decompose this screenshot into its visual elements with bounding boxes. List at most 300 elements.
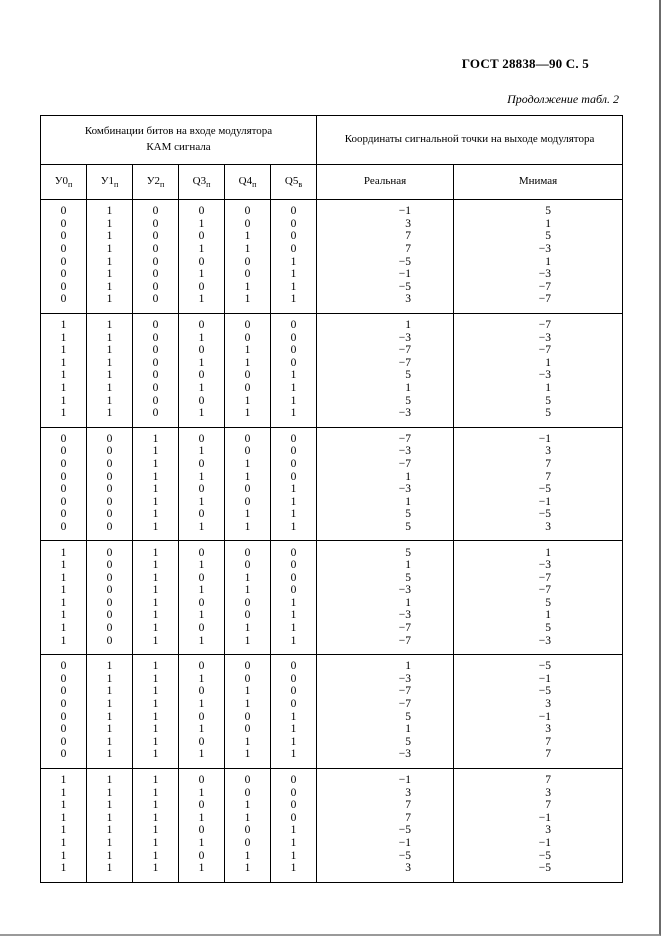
bit-cell: 1 xyxy=(133,634,179,654)
real-coordinate-cell: 7 xyxy=(317,799,454,812)
bit-cell: 0 xyxy=(41,698,87,711)
bit-cell: 0 xyxy=(179,458,225,471)
real-coordinate-cell: −5 xyxy=(317,824,454,837)
coords-header-label: Координаты сигнальной точки на выходе модулятора xyxy=(344,133,595,146)
bit-cell: 0 xyxy=(41,655,87,673)
bit-cell: 0 xyxy=(225,218,271,231)
column-header-4: $Q3_п$ xyxy=(179,165,225,200)
table-row xyxy=(41,622,623,635)
real-coordinate-cell: −3 xyxy=(317,609,454,622)
bit-cell: 0 xyxy=(87,445,133,458)
bit-cell: 0 xyxy=(179,508,225,521)
bit-cell: 1 xyxy=(133,824,179,837)
real-coordinate-cell: −3 xyxy=(317,584,454,597)
bit-cell: 1 xyxy=(41,768,87,786)
bit-cell: 1 xyxy=(41,382,87,395)
bit-cell: 1 xyxy=(41,584,87,597)
table-row xyxy=(41,799,623,812)
bit-cell: 1 xyxy=(133,748,179,768)
bit-cell: 0 xyxy=(41,218,87,231)
real-coordinate-cell: 1 xyxy=(317,559,454,572)
imaginary-coordinate-cell: 3 xyxy=(454,723,623,736)
bit-cell: 1 xyxy=(225,394,271,407)
real-coordinate-cell: 1 xyxy=(317,655,454,673)
real-coordinate-cell: 3 xyxy=(317,786,454,799)
real-coordinate-cell: −7 xyxy=(317,622,454,635)
bit-cell: 1 xyxy=(271,495,317,508)
bit-cell: 1 xyxy=(87,685,133,698)
bit-cell: 0 xyxy=(41,748,87,768)
bit-cell: 1 xyxy=(179,634,225,654)
real-coordinate-cell: −1 xyxy=(317,768,454,786)
real-coordinate-cell: 5 xyxy=(317,508,454,521)
bit-cell: 1 xyxy=(271,382,317,395)
table-row xyxy=(41,313,623,331)
real-coordinate-cell: 5 xyxy=(317,541,454,559)
bit-cell: 0 xyxy=(225,382,271,395)
bit-cell: 0 xyxy=(225,200,271,218)
bit-cell: 0 xyxy=(41,508,87,521)
bit-cell: 0 xyxy=(271,470,317,483)
bit-cell: 1 xyxy=(225,281,271,294)
bit-cell: 1 xyxy=(41,571,87,584)
bit-cell: 1 xyxy=(179,331,225,344)
table-row xyxy=(41,559,623,572)
bit-cell: 1 xyxy=(179,584,225,597)
bit-cell: 1 xyxy=(41,609,87,622)
real-coordinate-cell: −3 xyxy=(317,445,454,458)
real-coordinate-cell: −7 xyxy=(317,344,454,357)
imaginary-coordinate-cell: 5 xyxy=(454,230,623,243)
bit-cell: 0 xyxy=(271,344,317,357)
table-row xyxy=(41,508,623,521)
bit-cell: 0 xyxy=(87,634,133,654)
bit-cell: 1 xyxy=(179,357,225,370)
table-row xyxy=(41,407,623,427)
real-coordinate-cell: −5 xyxy=(317,281,454,294)
bits-header-line1: Комбинации битов на входе модулятора xyxy=(84,125,273,138)
bit-cell: 0 xyxy=(41,673,87,686)
bit-cell: 1 xyxy=(271,824,317,837)
bit-cell: 1 xyxy=(271,748,317,768)
bit-cell: 0 xyxy=(87,495,133,508)
real-coordinate-cell: 5 xyxy=(317,369,454,382)
bit-cell: 1 xyxy=(271,849,317,862)
real-coordinate-cell: −1 xyxy=(317,837,454,850)
real-coordinate-cell: 1 xyxy=(317,470,454,483)
bit-cell: 0 xyxy=(133,218,179,231)
bit-cell: 0 xyxy=(271,584,317,597)
bit-cell: 0 xyxy=(87,427,133,445)
bit-cell: 1 xyxy=(133,837,179,850)
bit-cell: 1 xyxy=(87,331,133,344)
real-coordinate-cell: −7 xyxy=(317,427,454,445)
real-coordinate-cell: −5 xyxy=(317,255,454,268)
real-coordinate-cell: −3 xyxy=(317,407,454,427)
bit-cell: 0 xyxy=(271,799,317,812)
bit-cell: 0 xyxy=(41,685,87,698)
column-header-2: $У1_п$ xyxy=(87,165,133,200)
imaginary-coordinate-cell: −5 xyxy=(454,655,623,673)
imaginary-coordinate-cell: 1 xyxy=(454,541,623,559)
bit-cell: 0 xyxy=(271,685,317,698)
bit-cell: 0 xyxy=(225,723,271,736)
bit-cell: 1 xyxy=(133,723,179,736)
bit-cell: 0 xyxy=(41,736,87,749)
table-row xyxy=(41,427,623,445)
imaginary-coordinate-cell: −1 xyxy=(454,495,623,508)
bit-cell: 1 xyxy=(271,293,317,313)
imaginary-coordinate-cell: 7 xyxy=(454,458,623,471)
bit-cell: 1 xyxy=(87,293,133,313)
imaginary-coordinate-cell: −7 xyxy=(454,571,623,584)
real-coordinate-cell: 3 xyxy=(317,862,454,882)
bit-cell: 1 xyxy=(225,622,271,635)
column-header-1: $У0_п$ xyxy=(41,165,87,200)
bit-cell: 1 xyxy=(179,748,225,768)
imaginary-coordinate-cell: −5 xyxy=(454,508,623,521)
bit-cell: 0 xyxy=(87,571,133,584)
bit-cell: 0 xyxy=(41,495,87,508)
imaginary-coordinate-cell: 5 xyxy=(454,407,623,427)
imaginary-coordinate-cell: −3 xyxy=(454,268,623,281)
bit-cell: 0 xyxy=(179,344,225,357)
column-header-6: $Q5_в$ xyxy=(271,165,317,200)
bit-cell: 1 xyxy=(87,710,133,723)
bit-cell: 0 xyxy=(87,541,133,559)
bit-cell: 0 xyxy=(271,458,317,471)
row-group-5 xyxy=(41,655,623,769)
bit-cell: 1 xyxy=(225,812,271,825)
bit-cell: 1 xyxy=(41,786,87,799)
bit-cell: 1 xyxy=(87,736,133,749)
table-row xyxy=(41,824,623,837)
bit-cell: 1 xyxy=(271,268,317,281)
table-row xyxy=(41,673,623,686)
bit-cell: 0 xyxy=(271,812,317,825)
bit-cell: 0 xyxy=(271,768,317,786)
table-row xyxy=(41,495,623,508)
bit-cell: 0 xyxy=(225,597,271,610)
bit-cell: 1 xyxy=(87,768,133,786)
table-row xyxy=(41,748,623,768)
bit-cell: 0 xyxy=(179,685,225,698)
bit-cell: 0 xyxy=(133,394,179,407)
column-header-3: $У2_п$ xyxy=(133,165,179,200)
bit-cell: 1 xyxy=(133,571,179,584)
bit-cell: 0 xyxy=(41,427,87,445)
bit-cell: 1 xyxy=(41,357,87,370)
table-row xyxy=(41,200,623,218)
bit-cell: 0 xyxy=(133,243,179,256)
bit-cell: 1 xyxy=(225,584,271,597)
bit-cell: 1 xyxy=(225,862,271,882)
bit-cell: 1 xyxy=(133,799,179,812)
bit-cell: 0 xyxy=(271,698,317,711)
bit-cell: 0 xyxy=(225,559,271,572)
imaginary-coordinate-cell: 7 xyxy=(454,748,623,768)
table-row xyxy=(41,768,623,786)
bit-cell: 0 xyxy=(87,458,133,471)
column-header-5: $Q4_п$ xyxy=(225,165,271,200)
table-continuation-note: Продолжение табл. 2 xyxy=(507,92,619,106)
bit-cell: 1 xyxy=(179,723,225,736)
bit-cell: 1 xyxy=(87,369,133,382)
real-coordinate-cell: 5 xyxy=(317,736,454,749)
bit-cell: 0 xyxy=(133,200,179,218)
imaginary-coordinate-cell: −3 xyxy=(454,243,623,256)
bit-cell: 1 xyxy=(87,243,133,256)
bit-cell: 0 xyxy=(225,786,271,799)
table-row xyxy=(41,243,623,256)
bit-cell: 1 xyxy=(41,344,87,357)
row-group-2 xyxy=(41,313,623,427)
bit-cell: 0 xyxy=(179,230,225,243)
bit-cell: 1 xyxy=(179,698,225,711)
bit-cell: 0 xyxy=(271,655,317,673)
bit-cell: 1 xyxy=(133,597,179,610)
bit-cell: 1 xyxy=(133,584,179,597)
imaginary-coordinate-cell: −3 xyxy=(454,634,623,654)
real-coordinate-cell: −7 xyxy=(317,685,454,698)
imaginary-coordinate-cell: 5 xyxy=(454,597,623,610)
bit-cell: 1 xyxy=(179,407,225,427)
bit-cell: 0 xyxy=(133,293,179,313)
bit-cell: 1 xyxy=(225,571,271,584)
modulator-signal-table xyxy=(40,115,623,883)
row-group-1 xyxy=(41,200,623,314)
bit-cell: 1 xyxy=(225,685,271,698)
imaginary-coordinate-cell: −5 xyxy=(454,685,623,698)
bit-cell: 0 xyxy=(41,268,87,281)
table-row xyxy=(41,483,623,496)
bit-cell: 1 xyxy=(133,768,179,786)
bit-cell: 1 xyxy=(225,698,271,711)
imaginary-coordinate-cell: −1 xyxy=(454,673,623,686)
bit-cell: 0 xyxy=(271,673,317,686)
bit-cell: 1 xyxy=(41,331,87,344)
real-coordinate-cell: 3 xyxy=(317,293,454,313)
bit-cell: 1 xyxy=(87,837,133,850)
table-row xyxy=(41,344,623,357)
bit-cell: 1 xyxy=(225,293,271,313)
bit-cell: 1 xyxy=(271,255,317,268)
bit-cell: 1 xyxy=(271,407,317,427)
bit-cell: 1 xyxy=(179,786,225,799)
bit-cell: 1 xyxy=(133,483,179,496)
bit-cell: 0 xyxy=(133,344,179,357)
bit-cell: 1 xyxy=(133,622,179,635)
imaginary-coordinate-cell: 5 xyxy=(454,622,623,635)
bit-cell: 0 xyxy=(225,655,271,673)
bit-cell: 0 xyxy=(179,571,225,584)
bit-cell: 1 xyxy=(133,508,179,521)
bit-cell: 0 xyxy=(87,521,133,541)
bit-cell: 1 xyxy=(271,281,317,294)
bit-cell: 0 xyxy=(225,483,271,496)
bit-cell: 0 xyxy=(133,331,179,344)
bit-cell: 1 xyxy=(133,445,179,458)
table-row xyxy=(41,293,623,313)
bit-cell: 0 xyxy=(41,293,87,313)
bit-cell: 1 xyxy=(271,837,317,850)
bit-cell: 0 xyxy=(271,218,317,231)
imaginary-coordinate-cell: −7 xyxy=(454,293,623,313)
bit-cell: 0 xyxy=(87,559,133,572)
bit-cell: 1 xyxy=(133,609,179,622)
imaginary-coordinate-cell: 7 xyxy=(454,470,623,483)
bit-cell: 1 xyxy=(179,293,225,313)
bit-cell: 1 xyxy=(87,394,133,407)
bit-cell: 0 xyxy=(225,768,271,786)
bit-cell: 1 xyxy=(41,837,87,850)
bit-cell: 0 xyxy=(133,268,179,281)
bit-cell: 0 xyxy=(225,255,271,268)
table-row xyxy=(41,369,623,382)
bit-cell: 0 xyxy=(87,470,133,483)
table-row xyxy=(41,541,623,559)
real-coordinate-cell: −7 xyxy=(317,458,454,471)
bit-cell: 1 xyxy=(271,508,317,521)
real-coordinate-cell: 1 xyxy=(317,313,454,331)
bit-cell: 1 xyxy=(133,698,179,711)
imaginary-coordinate-cell: −7 xyxy=(454,584,623,597)
bit-cell: 1 xyxy=(271,862,317,882)
bit-cell: 1 xyxy=(179,837,225,850)
bit-cell: 1 xyxy=(225,748,271,768)
bit-cell: 1 xyxy=(41,313,87,331)
row-group-4 xyxy=(41,541,623,655)
bit-cell: 1 xyxy=(133,673,179,686)
bit-cell: 1 xyxy=(133,470,179,483)
bit-cell: 1 xyxy=(133,559,179,572)
table-row xyxy=(41,812,623,825)
bit-cell: 1 xyxy=(133,736,179,749)
bit-cell: 0 xyxy=(271,571,317,584)
column-header-8: Мнимая xyxy=(454,165,623,200)
imaginary-coordinate-cell: 3 xyxy=(454,824,623,837)
bit-cell: 1 xyxy=(271,622,317,635)
bit-cell: 0 xyxy=(271,230,317,243)
bit-cell: 1 xyxy=(87,407,133,427)
bit-cell: 1 xyxy=(87,786,133,799)
bit-cell: 1 xyxy=(225,736,271,749)
table-row xyxy=(41,584,623,597)
real-coordinate-cell: −1 xyxy=(317,200,454,218)
imaginary-coordinate-cell: 1 xyxy=(454,218,623,231)
bit-cell: 0 xyxy=(179,597,225,610)
bit-cell: 1 xyxy=(133,849,179,862)
table-row xyxy=(41,723,623,736)
bit-cell: 1 xyxy=(179,218,225,231)
bit-cell: 0 xyxy=(179,483,225,496)
bit-cell: 1 xyxy=(41,634,87,654)
imaginary-coordinate-cell: 1 xyxy=(454,255,623,268)
real-coordinate-cell: −3 xyxy=(317,331,454,344)
bit-cell: 1 xyxy=(41,812,87,825)
real-coordinate-cell: 5 xyxy=(317,394,454,407)
imaginary-coordinate-cell: 7 xyxy=(454,768,623,786)
bit-cell: 0 xyxy=(225,369,271,382)
real-coordinate-cell: 7 xyxy=(317,243,454,256)
table-row xyxy=(41,609,623,622)
bit-cell: 1 xyxy=(87,255,133,268)
real-coordinate-cell: 7 xyxy=(317,812,454,825)
bit-cell: 0 xyxy=(133,313,179,331)
table-row xyxy=(41,837,623,850)
imaginary-coordinate-cell: −7 xyxy=(454,344,623,357)
imaginary-coordinate-cell: 7 xyxy=(454,799,623,812)
bit-cell: 1 xyxy=(133,710,179,723)
bit-cell: 1 xyxy=(87,230,133,243)
imaginary-coordinate-cell: 7 xyxy=(454,736,623,749)
real-coordinate-cell: 5 xyxy=(317,521,454,541)
real-coordinate-cell: −7 xyxy=(317,698,454,711)
table-row xyxy=(41,849,623,862)
bit-cell: 0 xyxy=(179,824,225,837)
bit-cell: 1 xyxy=(271,609,317,622)
bit-cell: 1 xyxy=(133,655,179,673)
bit-cell: 1 xyxy=(271,597,317,610)
table-row xyxy=(41,281,623,294)
imaginary-coordinate-cell: −7 xyxy=(454,281,623,294)
bit-cell: 1 xyxy=(225,799,271,812)
table-row xyxy=(41,655,623,673)
table-row xyxy=(41,230,623,243)
real-coordinate-cell: −3 xyxy=(317,673,454,686)
imaginary-coordinate-cell: −7 xyxy=(454,313,623,331)
bit-cell: 0 xyxy=(179,736,225,749)
imaginary-coordinate-cell: −1 xyxy=(454,812,623,825)
bit-cell: 1 xyxy=(225,230,271,243)
table-row xyxy=(41,255,623,268)
bit-cell: 1 xyxy=(133,521,179,541)
bit-cell: 0 xyxy=(41,243,87,256)
bit-cell: 0 xyxy=(225,313,271,331)
bit-cell: 1 xyxy=(133,812,179,825)
bit-cell: 1 xyxy=(179,470,225,483)
imaginary-coordinate-cell: 5 xyxy=(454,394,623,407)
bit-cell: 1 xyxy=(271,723,317,736)
bit-cell: 1 xyxy=(87,344,133,357)
real-coordinate-cell: 1 xyxy=(317,597,454,610)
bit-cell: 0 xyxy=(179,622,225,635)
imaginary-coordinate-cell: 1 xyxy=(454,357,623,370)
bit-cell: 0 xyxy=(179,799,225,812)
table-row xyxy=(41,470,623,483)
bit-cell: 1 xyxy=(225,634,271,654)
bit-cell: 0 xyxy=(87,609,133,622)
bit-cell: 1 xyxy=(87,200,133,218)
bit-cell: 0 xyxy=(271,243,317,256)
real-coordinate-cell: −7 xyxy=(317,357,454,370)
bit-cell: 1 xyxy=(133,541,179,559)
imaginary-coordinate-cell: 3 xyxy=(454,698,623,711)
imaginary-coordinate-cell: −5 xyxy=(454,849,623,862)
bit-cell: 1 xyxy=(87,281,133,294)
bit-cell: 1 xyxy=(179,243,225,256)
bit-cell: 0 xyxy=(271,357,317,370)
bit-cell: 1 xyxy=(271,634,317,654)
bit-cell: 1 xyxy=(225,521,271,541)
bit-cell: 1 xyxy=(271,736,317,749)
table-row xyxy=(41,736,623,749)
real-coordinate-cell: 7 xyxy=(317,230,454,243)
bit-cell: 0 xyxy=(225,673,271,686)
real-coordinate-cell: 1 xyxy=(317,382,454,395)
bit-cell: 1 xyxy=(41,824,87,837)
bit-cell: 1 xyxy=(41,862,87,882)
